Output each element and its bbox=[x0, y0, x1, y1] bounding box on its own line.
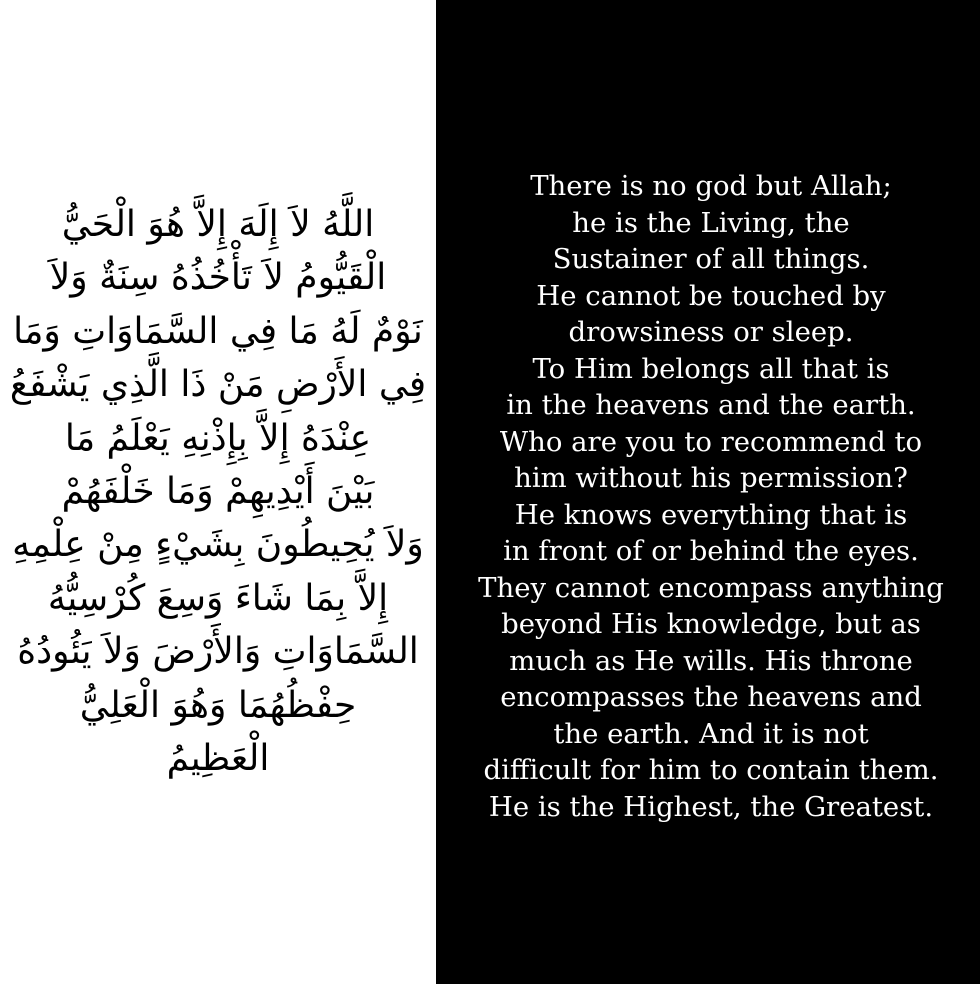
arabic-line: عِنْدَهُ إِلاَّ بِإِذْنِهِ يَعْلَمُ مَا bbox=[64, 417, 372, 459]
arabic-line: السَّمَاوَاتِ وَالأَرْضَ وَلاَ يَئُودُهُ bbox=[17, 631, 419, 673]
english-line: Who are you to recommend to bbox=[499, 425, 923, 458]
arabic-line: اللَّهُ لاَ إِلَهَ إِلاَّ هُوَ الْحَيُّ bbox=[61, 204, 375, 245]
english-translation-text bbox=[436, 168, 980, 825]
arabic-line: وَلاَ يُحِيطُونَ بِشَيْءٍ مِنْ عِلْمِهِ bbox=[12, 524, 424, 566]
arabic-line: الْقَيُّومُ لاَ تَأْخُذُهُ سِنَةٌ وَلاَ bbox=[49, 257, 387, 299]
english-line: They cannot encompass anything bbox=[478, 571, 944, 604]
arabic-panel bbox=[0, 0, 436, 984]
arabic-line: فِي الأَرْضِ مَنْ ذَا الَّذِي يَشْفَعُ bbox=[9, 364, 427, 406]
arabic-line: بَيْنَ أَيْدِيهِمْ وَمَا خَلْفَهُمْ bbox=[61, 471, 375, 513]
english-line: There is no god but Allah; bbox=[530, 170, 892, 202]
english-line: much as He wills. His throne bbox=[509, 644, 913, 677]
english-line: Sustainer of all things. bbox=[552, 243, 870, 275]
english-line: difficult for him to contain them. bbox=[483, 754, 939, 786]
english-panel bbox=[436, 0, 980, 984]
english-line: He cannot be touched by bbox=[536, 279, 886, 312]
english-line: To Him belongs all that is bbox=[532, 352, 890, 385]
english-line: He knows everything that is bbox=[514, 498, 908, 531]
english-line: the earth. And it is not bbox=[553, 717, 869, 750]
english-line: drowsiness or sleep. bbox=[568, 316, 854, 348]
english-line: encompasses the heavens and bbox=[500, 681, 922, 713]
arabic-line: الْعَظِيمُ bbox=[166, 738, 270, 780]
arabic-verse-text bbox=[0, 198, 436, 785]
arabic-line: حِفْظُهُمَا وَهُوَ الْعَلِيُّ bbox=[79, 684, 357, 726]
english-line: him without his permission? bbox=[514, 462, 908, 494]
english-line: beyond His knowledge, but as bbox=[501, 608, 921, 640]
english-line: He is the Highest, the Greatest. bbox=[488, 790, 934, 823]
english-line: in the heavens and the earth. bbox=[506, 389, 916, 421]
arabic-line: إِلاَّ بِمَا شَاءَ وَسِعَ كُرْسِيُّهُ bbox=[47, 577, 389, 619]
arabic-line: نَوْمٌ لَهُ مَا فِي السَّمَاوَاتِ وَمَا bbox=[13, 310, 423, 352]
english-line: he is the Living, the bbox=[572, 206, 850, 239]
english-line: in front of or behind the eyes. bbox=[503, 535, 919, 567]
